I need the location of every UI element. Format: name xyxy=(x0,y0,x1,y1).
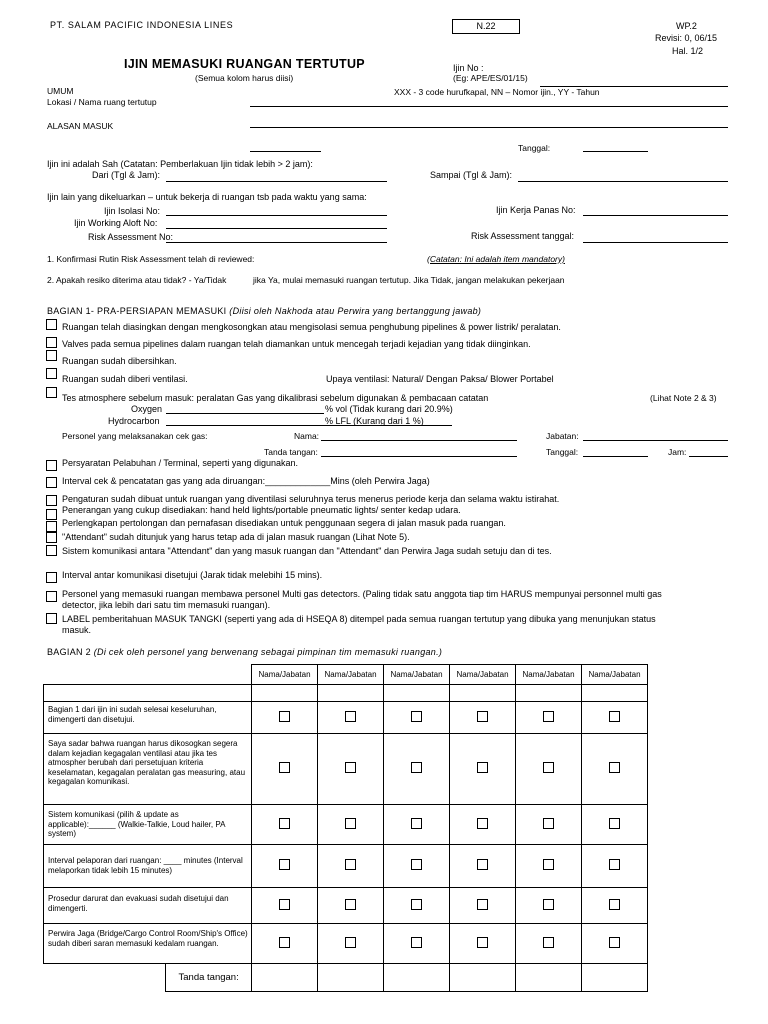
isolation-line[interactable] xyxy=(166,215,387,216)
permit-example: (Eg: APE/ES/01/15) xyxy=(453,73,528,83)
gas-check-sign-label: Tanda tangan: xyxy=(264,447,318,457)
checkbox[interactable] xyxy=(609,899,620,910)
table-corner xyxy=(44,665,252,685)
signature-cell[interactable] xyxy=(318,964,384,992)
item-gas-detectors-1: Personel yang memasuki ruangan membawa personel Multi gas detectors. (Paling tidak satu anggota tiap tim HARUS mempunyai personnel multi gas xyxy=(62,589,662,599)
form-title: IJIN MEMASUKI RUANGAN TERTUTUP xyxy=(124,57,365,71)
checkbox[interactable] xyxy=(543,937,554,948)
checkbox-lighting[interactable] xyxy=(46,509,57,520)
col-header-1: Nama/Jabatan xyxy=(252,665,318,685)
checkbox[interactable] xyxy=(279,899,290,910)
oxygen-label: Oxygen xyxy=(131,404,163,414)
table-header-row xyxy=(44,665,648,685)
ra-no-label: Risk Assessment No: xyxy=(88,232,174,242)
validity-note: Ijin ini adalah Sah (Catatan: Pemberlakuan Ijin tidak lebih > 2 jam): xyxy=(47,159,313,169)
checkbox[interactable] xyxy=(411,859,422,870)
checkbox-communication[interactable] xyxy=(46,545,57,556)
ra-date-label: Risk Assessment tanggal: xyxy=(471,231,575,241)
atmosphere-note: (Lihat Note 2 & 3) xyxy=(650,393,717,403)
signature-cell[interactable] xyxy=(450,964,516,992)
name-row-label xyxy=(44,685,252,702)
item-port: Persyaratan Pelabuhan / Terminal, seperti yang digunakan. xyxy=(62,458,298,468)
checkbox[interactable] xyxy=(477,762,488,773)
checkbox-ventilated[interactable] xyxy=(46,368,57,379)
col-header-6: Nama/Jabatan xyxy=(582,665,648,685)
item-comm-interval: Interval antar komunikasi disetujui (Jarak tidak melebihi 15 mins). xyxy=(62,570,323,580)
checkbox[interactable] xyxy=(345,818,356,829)
until-line[interactable] xyxy=(518,181,728,182)
checkbox[interactable] xyxy=(543,859,554,870)
item-communication: Sistem komunikasi antara "Attendant" dan yang masuk ruangan dan "Attendant" dan Perwira Jaga sudah setuju dan di tes. xyxy=(62,546,552,556)
col-header-3: Nama/Jabatan xyxy=(384,665,450,685)
gas-check-label: Personel yang melaksanakan cek gas: xyxy=(62,431,208,441)
checkbox[interactable] xyxy=(609,818,620,829)
item-atmosphere: Tes atmosphere sebelum masuk: peralatan Gas yang dikalibrasi sebelum digunakan & pembacaan catatan xyxy=(62,393,489,403)
gas-check-position-label: Jabatan: xyxy=(546,431,579,441)
gas-check-date-line[interactable] xyxy=(583,456,648,457)
name-cell[interactable] xyxy=(582,685,648,702)
gas-check-name-label: Nama: xyxy=(294,431,320,441)
signature-cell[interactable] xyxy=(516,964,582,992)
checkbox[interactable] xyxy=(609,937,620,948)
checkbox-vent-arrangement[interactable] xyxy=(46,495,57,506)
hydrocarbon-label: Hydrocarbon xyxy=(108,416,160,426)
checkbox-attendant[interactable] xyxy=(46,532,57,543)
table-row xyxy=(44,805,648,845)
part1-title-text: BAGIAN 1- PRA-PERSIAPAN MEMASUKI xyxy=(47,306,227,316)
checkbox[interactable] xyxy=(543,762,554,773)
checkbox-isolated[interactable] xyxy=(46,319,57,330)
permit-no-label: Ijin No : xyxy=(453,63,484,73)
row-label-part1-complete: Bagian 1 dari ijin ini sudah selesai keseluruhan, dimengerti dan disetujui. xyxy=(44,702,252,734)
location-line[interactable] xyxy=(250,106,728,107)
signature-label-cell xyxy=(44,964,252,992)
checkbox[interactable] xyxy=(345,762,356,773)
item-vent-arrangement: Pengaturan sudah dibuat untuk ruangan yang diventilasi seluruhnya terus menerus periode kerja dan selama waktu istirahat. xyxy=(62,494,560,504)
part2-title xyxy=(47,647,442,657)
checkbox[interactable] xyxy=(411,937,422,948)
item-lighting: Penerangan yang cukup disediakan: hand held lights/portable pneumatic lights/ senter kedap udara. xyxy=(62,505,461,515)
signature-cell[interactable] xyxy=(384,964,450,992)
checkbox[interactable] xyxy=(279,818,290,829)
part2-title-note: (Di cek oleh personel yang berwenang sebagai pimpinan tim memasuki ruangan.) xyxy=(93,647,443,657)
row-label-evacuation-awareness: Saya sadar bahwa ruangan harus dikosogkan segera dalam kejadian kegagalan ventilasi atau jika tes atmospher berubah dari persetujuan kriteria keselamatan, kegagalan peralatan gas measuring, atau kegagalan komunikasi. xyxy=(44,734,252,805)
aloft-label: Ijin Working Aloft No: xyxy=(74,218,158,228)
confirm-2a: 2. Apakah resiko diterima atau tidak? - Ya/Tidak xyxy=(47,275,227,285)
item-entry-label-1: LABEL pemberitahuan MASUK TANGKI (seperti yang ada di HSEQA 8) ditempel pada semua ruangan tertutup yang dibuka yang menunjukan status xyxy=(62,614,656,624)
checkbox[interactable] xyxy=(477,899,488,910)
hot-work-line[interactable] xyxy=(583,215,728,216)
signature-cell[interactable] xyxy=(582,964,648,992)
table-row xyxy=(44,888,648,924)
gas-check-name-line[interactable] xyxy=(321,440,517,441)
name-cell[interactable] xyxy=(450,685,516,702)
isolation-label: Ijin Isolasi No: xyxy=(104,206,161,216)
checkbox-comm-interval[interactable] xyxy=(46,572,57,583)
oxygen-unit: % vol (Tidak kurang dari 20.9%) xyxy=(325,404,453,414)
item-gas-interval: Interval cek & pencatatan gas yang ada diruangan:_____________Mins (oleh Perwira Jaga) xyxy=(62,476,430,486)
item-attendant: "Attendant" sudah ditunjuk yang harus tetap ada di jalan masuk ruangan (Lihat Note 5). xyxy=(62,532,410,542)
confirm-2b: jika Ya, mulai memasuki ruangan tertutup. Jika Tidak, jangan melakukan pekerjaan xyxy=(253,275,565,285)
section-umum: UMUM xyxy=(47,86,74,96)
signature-cell[interactable] xyxy=(252,964,318,992)
from-label: Dari (Tgl & Jam): xyxy=(92,170,161,180)
hot-work-label: Ijin Kerja Panas No: xyxy=(496,205,576,215)
table-row xyxy=(44,734,648,805)
checkbox[interactable] xyxy=(543,711,554,722)
checkbox-cleaned[interactable] xyxy=(46,350,57,361)
name-cell[interactable] xyxy=(384,685,450,702)
checkbox[interactable] xyxy=(543,818,554,829)
checkbox[interactable] xyxy=(477,859,488,870)
table-signature-row xyxy=(44,964,648,992)
gas-check-position-line[interactable] xyxy=(583,440,728,441)
until-label: Sampai (Tgl & Jam): xyxy=(430,170,513,180)
checkbox[interactable] xyxy=(477,818,488,829)
doc-number-box: N.22 xyxy=(452,19,520,34)
table-row xyxy=(44,702,648,734)
permit-format: XXX - 3 code hurufkapal, NN – Nomor ijin., YY - Tahun xyxy=(394,87,600,97)
col-header-5: Nama/Jabatan xyxy=(516,665,582,685)
checkbox[interactable] xyxy=(345,937,356,948)
location-label: Lokasi / Nama ruang tertutup xyxy=(47,97,157,107)
row-label-emergency-procedure: Prosedur darurat dan evakuasi sudah disetujui dan dimengerti. xyxy=(44,888,252,924)
checkbox-entry-label[interactable] xyxy=(46,613,57,624)
checkbox[interactable] xyxy=(411,818,422,829)
table-row xyxy=(44,924,648,964)
checkbox-gas-detectors[interactable] xyxy=(46,591,57,602)
signature-label: Tanda tangan: xyxy=(178,972,239,983)
page-number: Hal. 1/2 xyxy=(672,46,704,56)
col-header-4: Nama/Jabatan xyxy=(450,665,516,685)
checkbox[interactable] xyxy=(279,937,290,948)
item-cleaned: Ruangan sudah dibersihkan. xyxy=(62,356,177,366)
hydrocarbon-unit: % LFL (Kurang dari 1 %) xyxy=(325,416,424,426)
table-row xyxy=(44,845,648,888)
confirm-1: 1. Konfirmasi Rutin Risk Assessment telah di reviewed: xyxy=(47,254,255,264)
gas-check-sign-line[interactable] xyxy=(321,456,517,457)
gas-check-time-line[interactable] xyxy=(689,456,728,457)
checkbox-gas-interval[interactable] xyxy=(46,477,57,488)
company-name: PT. SALAM PACIFIC INDONESIA LINES xyxy=(50,20,234,30)
part2-title-text: BAGIAN 2 xyxy=(47,647,91,657)
row-label-report-interval: Interval pelaporan dari ruangan: ____ minutes (Interval melaporkan tidak lebih 15 minutes) xyxy=(44,845,252,888)
name-cell[interactable] xyxy=(252,685,318,702)
reason-label: ALASAN MASUK xyxy=(47,121,114,131)
name-cell[interactable] xyxy=(318,685,384,702)
gas-check-time-label: Jam: xyxy=(668,447,687,457)
item-entry-label-2: masuk. xyxy=(62,625,92,635)
reason-line-2[interactable] xyxy=(250,151,321,152)
item-isolated: Ruangan telah diasingkan dengan mengkosongkan atau mengisolasi semua penghubung pipelines & power listrik/ peralatan. xyxy=(62,322,561,332)
date-line[interactable] xyxy=(583,151,648,152)
checkbox[interactable] xyxy=(411,762,422,773)
checkbox-atmosphere[interactable] xyxy=(46,387,57,398)
checkbox-valves[interactable] xyxy=(46,337,57,348)
checkbox[interactable] xyxy=(279,711,290,722)
checkbox[interactable] xyxy=(345,859,356,870)
oxygen-line[interactable] xyxy=(166,413,324,414)
confirm-1-note: (Catatan: Ini adalah item mandatory) xyxy=(427,254,565,264)
item-ventilated: Ruangan sudah diberi ventilasi. xyxy=(62,374,188,384)
checkbox[interactable] xyxy=(609,859,620,870)
checkbox[interactable] xyxy=(279,762,290,773)
item-valves: Valves pada semua pipelines dalam ruangan telah diamankan untuk mencegah terjadi kejadian yang tidak diinginkan. xyxy=(62,339,531,349)
ra-date-line[interactable] xyxy=(583,242,728,243)
wp-code: WP.2 xyxy=(676,21,697,31)
checkbox[interactable] xyxy=(345,711,356,722)
gas-check-date-label: Tanggal: xyxy=(546,447,579,457)
from-line[interactable] xyxy=(166,181,387,182)
ra-no-line[interactable] xyxy=(166,242,387,243)
date-label: Tanggal: xyxy=(518,143,551,153)
row-label-officer-advised: Perwira Jaga (Bridge/Cargo Control Room/Ship's Office) sudah diberi saran memasuki kedalam ruangan. xyxy=(44,924,252,964)
checkbox-port[interactable] xyxy=(46,460,57,471)
revision: Revisi: 0, 06/15 xyxy=(655,33,718,43)
checkbox[interactable] xyxy=(477,937,488,948)
table-name-row xyxy=(44,685,648,702)
row-label-comm-system: Sistem komunikasi (pilih & update as applicable):______ (Walkie-Talkie, Loud hailer, PA system) xyxy=(44,805,252,845)
other-permits-intro: Ijin lain yang dikeluarkan – untuk bekerja di ruangan tsb pada waktu yang sama: xyxy=(47,192,367,202)
item-gas-detectors-2: detector, jika lebih dari satu tim memasuki ruangan). xyxy=(62,600,271,610)
checkbox[interactable] xyxy=(411,711,422,722)
part1-title-note: (Diisi oleh Nakhoda atau Perwira yang bertanggung jawab) xyxy=(229,306,482,316)
item-rescue: Perlengkapan pertolongan dan pernafasan disediakan untuk penggunaan segera di jalan masuk pada ruangan. xyxy=(62,518,506,528)
checkbox[interactable] xyxy=(543,899,554,910)
checkbox[interactable] xyxy=(477,711,488,722)
aloft-line[interactable] xyxy=(166,228,387,229)
checkbox-rescue[interactable] xyxy=(46,521,57,532)
name-cell[interactable] xyxy=(516,685,582,702)
checkbox[interactable] xyxy=(345,899,356,910)
part1-title xyxy=(47,306,481,316)
part2-table xyxy=(43,664,648,992)
checkbox[interactable] xyxy=(279,859,290,870)
col-header-2: Nama/Jabatan xyxy=(318,665,384,685)
form-subtitle: (Semua kolom harus diisi) xyxy=(195,73,294,83)
checkbox[interactable] xyxy=(609,711,620,722)
reason-line-1[interactable] xyxy=(250,127,728,128)
checkbox[interactable] xyxy=(411,899,422,910)
checkbox[interactable] xyxy=(609,762,620,773)
ventilation-method: Upaya ventilasi: Natural/ Dengan Paksa/ Blower Portabel xyxy=(326,374,554,384)
